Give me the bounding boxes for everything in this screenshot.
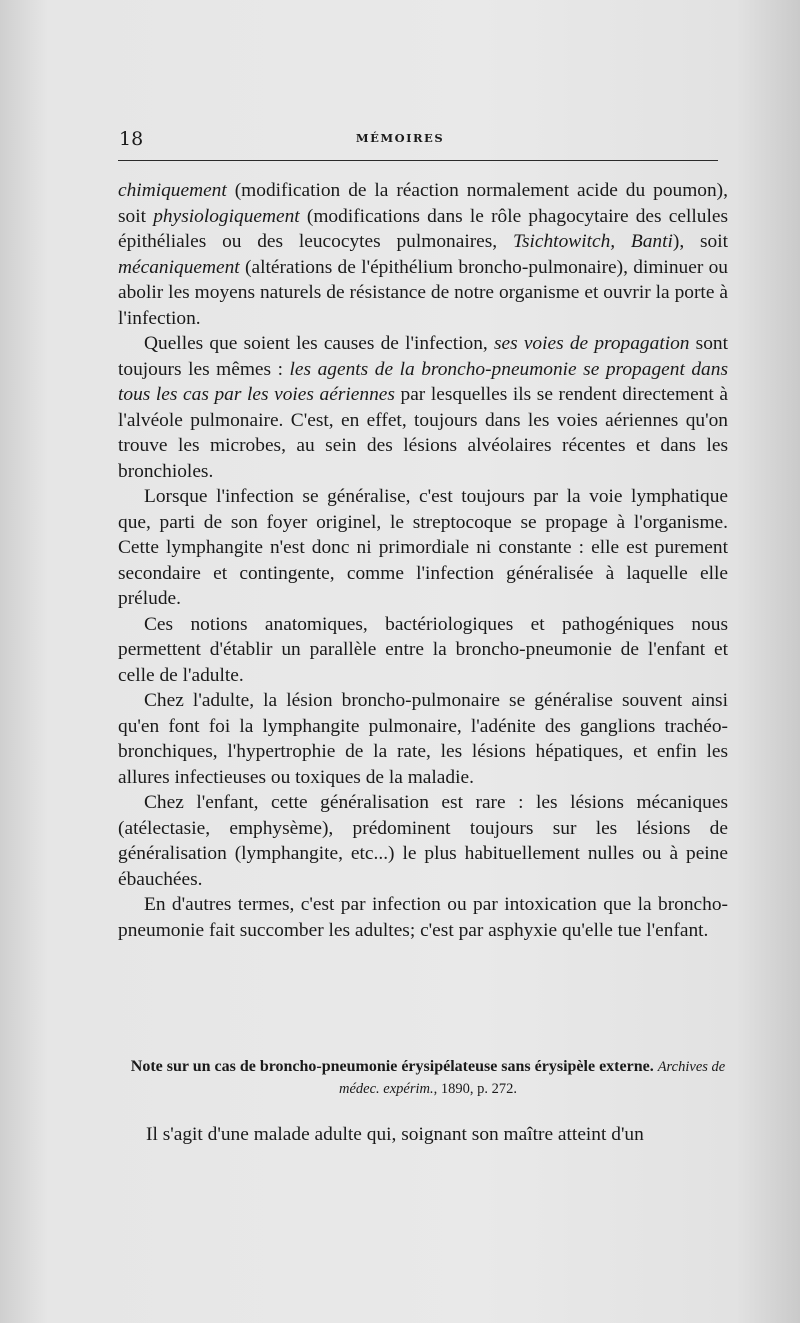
- body-text: [118, 178, 728, 943]
- emphasis: mécaniquement: [118, 256, 240, 278]
- emphasis: chimiquement: [118, 180, 227, 201]
- journal-name: Archives de médec. expérim.: [339, 1059, 726, 1097]
- paragraph: Chez l'enfant, cette généralisation est rare : les lésions mécaniques (atélectasie, emphysème), prédominent toujours sur les lésions de généralisation (lymphangite, etc...) le plus habituellement nulles ou à peine ébauchées.: [118, 792, 728, 890]
- text-run: ), soit: [672, 231, 728, 252]
- emphasis: ses voies de propagation: [493, 333, 690, 354]
- paragraph: Chez l'adulte, la lésion broncho-pulmonaire se généralise souvent ainsi qu'en font foi la lymphangite pulmonaire, l'adénite des ganglions trachéo-bronchiques, l'hypertrophie de la rate, les lésions hépatiques, et enfin les allures infectieuses ou toxiques de la maladie.: [118, 690, 728, 788]
- paragraph: [118, 178, 728, 331]
- paragraph: [118, 331, 728, 484]
- page-number: 18: [119, 128, 144, 150]
- text-run: par lesquelles ils se rendent directement à l'alvéole pulmonaire. C'est, en effet, toujours dans les voies aériennes qu'on trouve les microbes, au sein des lésions alvéolaires récentes et dans les bronchioles.: [118, 384, 728, 482]
- text-run: sont toujours les mêmes :: [118, 333, 729, 380]
- running-title: MÉMOIRES: [355, 131, 445, 145]
- emphasis: les agents de la broncho-pneumonie se propagent dans tous les cas par les voies aériennes: [118, 358, 728, 405]
- text-run: (altérations de l'épithélium broncho-pulmonaire), diminuer ou abolir les moyens naturels de résistance de notre organisme et ouvrir la porte à l'infection.: [118, 256, 728, 329]
- citation-details: , 1890, p. 272.: [433, 1081, 517, 1097]
- paragraph: Lorsque l'infection se généralise, c'est toujours par la voie lymphatique que, parti de son foyer originel, le streptocoque se propage à l'organisme. Cette lymphangite n'est donc ni primordiale ni constante : elle est purement secondaire et contingente, comme l'infection généralisée à laquelle elle prélude.: [118, 486, 728, 609]
- emphasis: physiologiquement: [153, 205, 300, 227]
- paragraph: En d'autres termes, c'est par infection ou par intoxication que la broncho-pneumonie fait succomber les adultes; c'est par asphyxie qu'elle tue l'enfant.: [118, 894, 728, 941]
- paragraph: Ces notions anatomiques, bactériologiques et pathogéniques nous permettent d'établir un parallèle entre la broncho-pneumonie de l'enfant et celle de l'adulte.: [118, 613, 728, 686]
- text-run: (modification de la réaction normalement acide du poumon), soit: [118, 180, 728, 227]
- text-run: Quelles que soient les causes de l'infection,: [144, 333, 494, 354]
- text-run: (modifications dans le rôle phagocytaire des cellules épithéliales ou des leucocytes pulmonaires,: [118, 205, 728, 252]
- header-rule: [118, 160, 718, 161]
- article-title: Note sur un cas de broncho-pneumonie érysipélateuse sans érysipèle externe.: [130, 1058, 654, 1075]
- article-heading: [118, 1056, 738, 1100]
- emphasis: Tsichtowitch, Banti: [512, 231, 673, 252]
- paragraph: Il s'agit d'une malade adulte qui, soignant son maître atteint d'un: [146, 1124, 644, 1145]
